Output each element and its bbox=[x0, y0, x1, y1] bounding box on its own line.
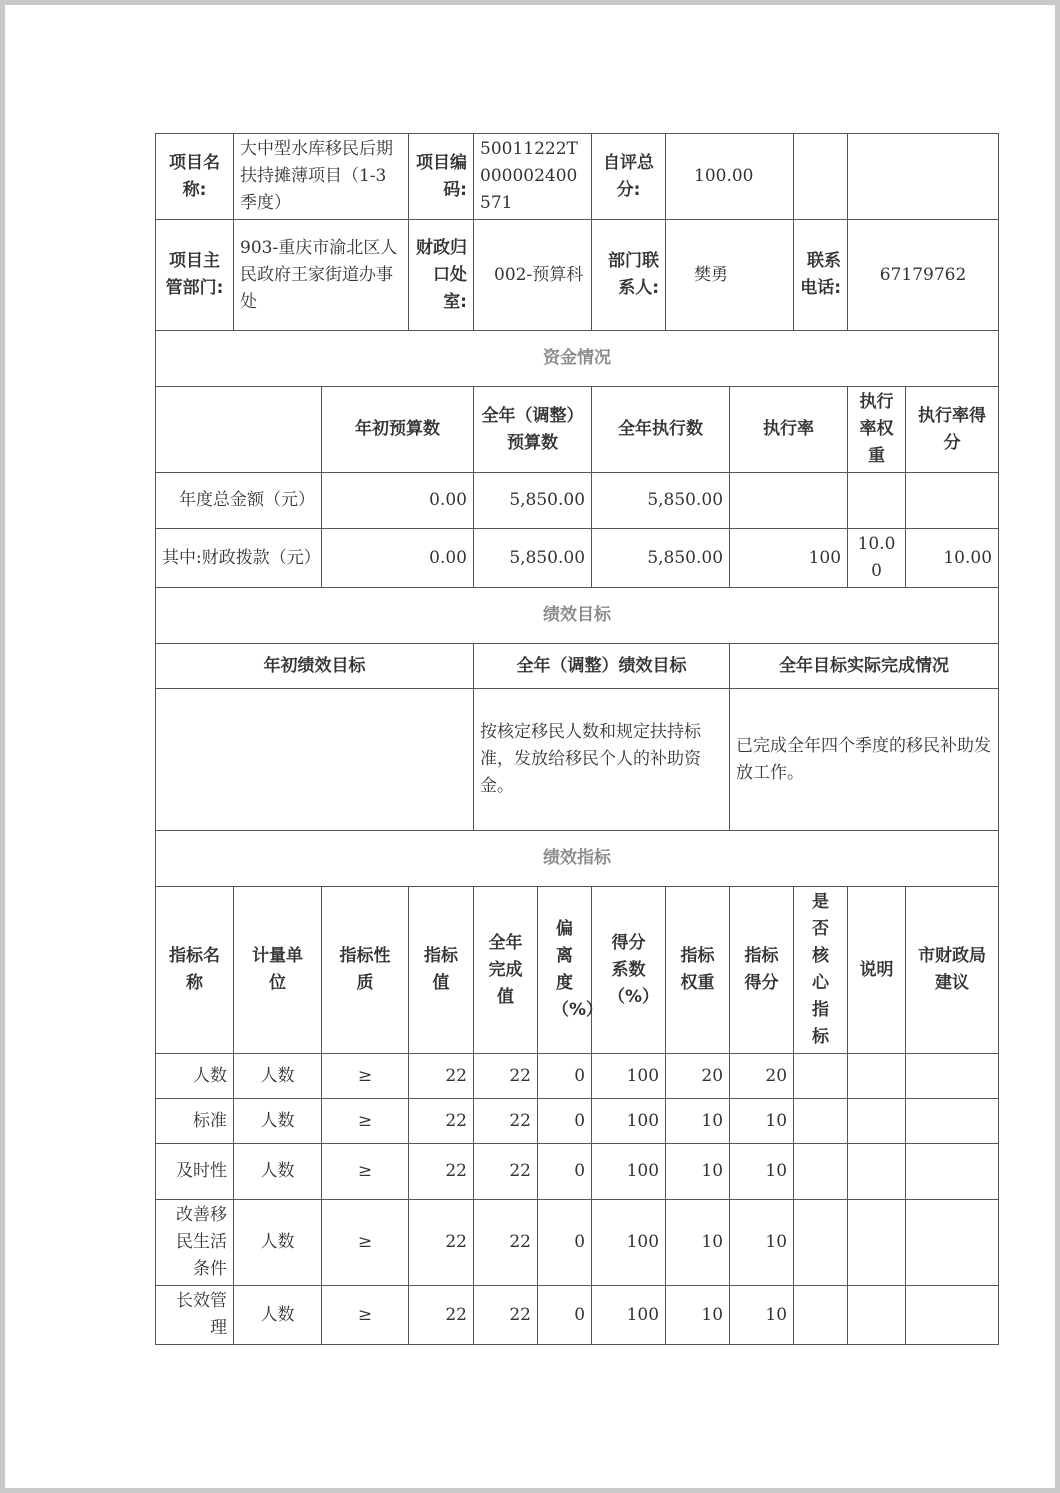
ind-name: 标准 bbox=[156, 1099, 234, 1144]
funds-rate bbox=[730, 473, 848, 529]
ind-weight: 10 bbox=[666, 1144, 730, 1200]
ind-header-name: 指标名称 bbox=[156, 887, 234, 1054]
funds-row-fiscal bbox=[156, 529, 999, 588]
project-name: 大中型水库移民后期扶持摊薄项目（1-3 季度） bbox=[234, 134, 409, 220]
ind-value: 22 bbox=[409, 1200, 474, 1286]
ind-name: 人数 bbox=[156, 1054, 234, 1099]
ind-nature: ≥ bbox=[322, 1200, 409, 1286]
ind-header-weight: 指标权重 bbox=[666, 887, 730, 1054]
ind-score: 10 bbox=[730, 1200, 794, 1286]
goals-header-initial: 年初绩效目标 bbox=[156, 644, 474, 689]
funds-executed: 5,850.00 bbox=[592, 529, 730, 588]
evaluation-table bbox=[155, 133, 999, 1345]
indicators-header-row bbox=[156, 887, 999, 1054]
funds-header-score: 执行率得分 bbox=[906, 387, 999, 473]
funds-adjusted: 5,850.00 bbox=[474, 473, 592, 529]
ind-done: 22 bbox=[474, 1144, 538, 1200]
indicator-row bbox=[156, 1099, 999, 1144]
ind-core bbox=[794, 1099, 848, 1144]
ind-header-dev: 偏离度（%） bbox=[538, 887, 592, 1054]
ind-nature: ≥ bbox=[322, 1144, 409, 1200]
ind-done: 22 bbox=[474, 1099, 538, 1144]
dept-label: 项目主管部门: bbox=[156, 220, 234, 331]
ind-unit: 人数 bbox=[234, 1099, 322, 1144]
ind-name: 长效管理 bbox=[156, 1286, 234, 1345]
funds-header-initial: 年初预算数 bbox=[322, 387, 474, 473]
goals-section-row bbox=[156, 588, 999, 644]
ind-dev: 0 bbox=[538, 1200, 592, 1286]
self-score-label: 自评总分: bbox=[592, 134, 666, 220]
funds-header-rate: 执行率 bbox=[730, 387, 848, 473]
ind-value: 22 bbox=[409, 1286, 474, 1345]
ind-core bbox=[794, 1286, 848, 1345]
goals-header-adjusted: 全年（调整）绩效目标 bbox=[474, 644, 730, 689]
ind-weight: 10 bbox=[666, 1200, 730, 1286]
phone: 67179762 bbox=[848, 220, 999, 331]
funds-weight: 10.00 bbox=[848, 529, 906, 588]
ind-dev: 0 bbox=[538, 1054, 592, 1099]
goals-header-row bbox=[156, 644, 999, 689]
ind-nature: ≥ bbox=[322, 1054, 409, 1099]
ind-note bbox=[848, 1099, 906, 1144]
info-row-1 bbox=[156, 134, 999, 220]
ind-dev: 0 bbox=[538, 1099, 592, 1144]
funds-row-total bbox=[156, 473, 999, 529]
indicator-row bbox=[156, 1286, 999, 1345]
funds-executed: 5,850.00 bbox=[592, 473, 730, 529]
phone-label: 联系电话: bbox=[794, 220, 848, 331]
ind-nature: ≥ bbox=[322, 1286, 409, 1345]
ind-score: 10 bbox=[730, 1286, 794, 1345]
ind-header-nature: 指标性质 bbox=[322, 887, 409, 1054]
goals-title: 绩效目标 bbox=[156, 588, 999, 644]
ind-unit: 人数 bbox=[234, 1200, 322, 1286]
empty-cell bbox=[156, 387, 322, 473]
funds-weight bbox=[848, 473, 906, 529]
ind-advice bbox=[906, 1144, 999, 1200]
funds-adjusted: 5,850.00 bbox=[474, 529, 592, 588]
ind-unit: 人数 bbox=[234, 1286, 322, 1345]
ind-done: 22 bbox=[474, 1200, 538, 1286]
ind-weight: 20 bbox=[666, 1054, 730, 1099]
ind-name: 改善移民生活条件 bbox=[156, 1200, 234, 1286]
goals-adjusted: 按核定移民人数和规定扶持标准，发放给移民个人的补助资金。 bbox=[474, 689, 730, 831]
ind-core bbox=[794, 1144, 848, 1200]
funds-rate: 100 bbox=[730, 529, 848, 588]
ind-advice bbox=[906, 1099, 999, 1144]
indicator-row bbox=[156, 1144, 999, 1200]
ind-header-note: 说明 bbox=[848, 887, 906, 1054]
funds-score: 10.00 bbox=[906, 529, 999, 588]
ind-note bbox=[848, 1200, 906, 1286]
funds-title: 资金情况 bbox=[156, 331, 999, 387]
ind-done: 22 bbox=[474, 1054, 538, 1099]
ind-advice bbox=[906, 1286, 999, 1345]
ind-value: 22 bbox=[409, 1099, 474, 1144]
ind-score: 20 bbox=[730, 1054, 794, 1099]
goals-header-actual: 全年目标实际完成情况 bbox=[730, 644, 999, 689]
ind-weight: 10 bbox=[666, 1286, 730, 1345]
funds-header-row bbox=[156, 387, 999, 473]
ind-header-value: 指标值 bbox=[409, 887, 474, 1054]
funds-initial: 0.00 bbox=[322, 473, 474, 529]
ind-header-done: 全年完成值 bbox=[474, 887, 538, 1054]
ind-score: 10 bbox=[730, 1144, 794, 1200]
ind-coef: 100 bbox=[592, 1144, 666, 1200]
ind-advice bbox=[906, 1054, 999, 1099]
ind-coef: 100 bbox=[592, 1286, 666, 1345]
indicator-row bbox=[156, 1200, 999, 1286]
ind-core bbox=[794, 1054, 848, 1099]
ind-weight: 10 bbox=[666, 1099, 730, 1144]
ind-note bbox=[848, 1144, 906, 1200]
ind-value: 22 bbox=[409, 1054, 474, 1099]
ind-header-advice: 市财政局建议 bbox=[906, 887, 999, 1054]
office: 002-预算科 bbox=[474, 220, 592, 331]
self-score: 100.00 bbox=[666, 134, 794, 220]
indicators-title: 绩效指标 bbox=[156, 831, 999, 887]
goals-initial bbox=[156, 689, 474, 831]
indicator-row bbox=[156, 1054, 999, 1099]
indicators-section-row bbox=[156, 831, 999, 887]
project-code: 50011222T000002400571 bbox=[474, 134, 592, 220]
ind-header-unit: 计量单位 bbox=[234, 887, 322, 1054]
ind-coef: 100 bbox=[592, 1200, 666, 1286]
goals-content-row bbox=[156, 689, 999, 831]
ind-value: 22 bbox=[409, 1144, 474, 1200]
ind-core bbox=[794, 1200, 848, 1286]
funds-section-row bbox=[156, 331, 999, 387]
empty-cell bbox=[794, 134, 848, 220]
funds-header-weight: 执行率权重 bbox=[848, 387, 906, 473]
contact: 樊勇 bbox=[666, 220, 794, 331]
ind-name: 及时性 bbox=[156, 1144, 234, 1200]
ind-advice bbox=[906, 1200, 999, 1286]
ind-header-score: 指标得分 bbox=[730, 887, 794, 1054]
goals-actual: 已完成全年四个季度的移民补助发放工作。 bbox=[730, 689, 999, 831]
ind-coef: 100 bbox=[592, 1054, 666, 1099]
document-page bbox=[5, 5, 1055, 1488]
ind-note bbox=[848, 1286, 906, 1345]
dept: 903-重庆市渝北区人民政府王家街道办事处 bbox=[234, 220, 409, 331]
project-name-label: 项目名称: bbox=[156, 134, 234, 220]
funds-initial: 0.00 bbox=[322, 529, 474, 588]
funds-row-label: 年度总金额（元） bbox=[156, 473, 322, 529]
ind-note bbox=[848, 1054, 906, 1099]
ind-unit: 人数 bbox=[234, 1054, 322, 1099]
project-code-label: 项目编码: bbox=[409, 134, 474, 220]
ind-score: 10 bbox=[730, 1099, 794, 1144]
funds-row-label: 其中:财政拨款（元） bbox=[156, 529, 322, 588]
ind-header-core: 是否核心指标 bbox=[794, 887, 848, 1054]
empty-cell bbox=[848, 134, 999, 220]
ind-dev: 0 bbox=[538, 1144, 592, 1200]
funds-score bbox=[906, 473, 999, 529]
ind-done: 22 bbox=[474, 1286, 538, 1345]
ind-header-coef: 得分系数（%） bbox=[592, 887, 666, 1054]
ind-unit: 人数 bbox=[234, 1144, 322, 1200]
contact-label: 部门联系人: bbox=[592, 220, 666, 331]
ind-nature: ≥ bbox=[322, 1099, 409, 1144]
funds-header-executed: 全年执行数 bbox=[592, 387, 730, 473]
info-row-2 bbox=[156, 220, 999, 331]
funds-header-adjusted: 全年（调整）预算数 bbox=[474, 387, 592, 473]
ind-coef: 100 bbox=[592, 1099, 666, 1144]
office-label: 财政归口处室: bbox=[409, 220, 474, 331]
ind-dev: 0 bbox=[538, 1286, 592, 1345]
